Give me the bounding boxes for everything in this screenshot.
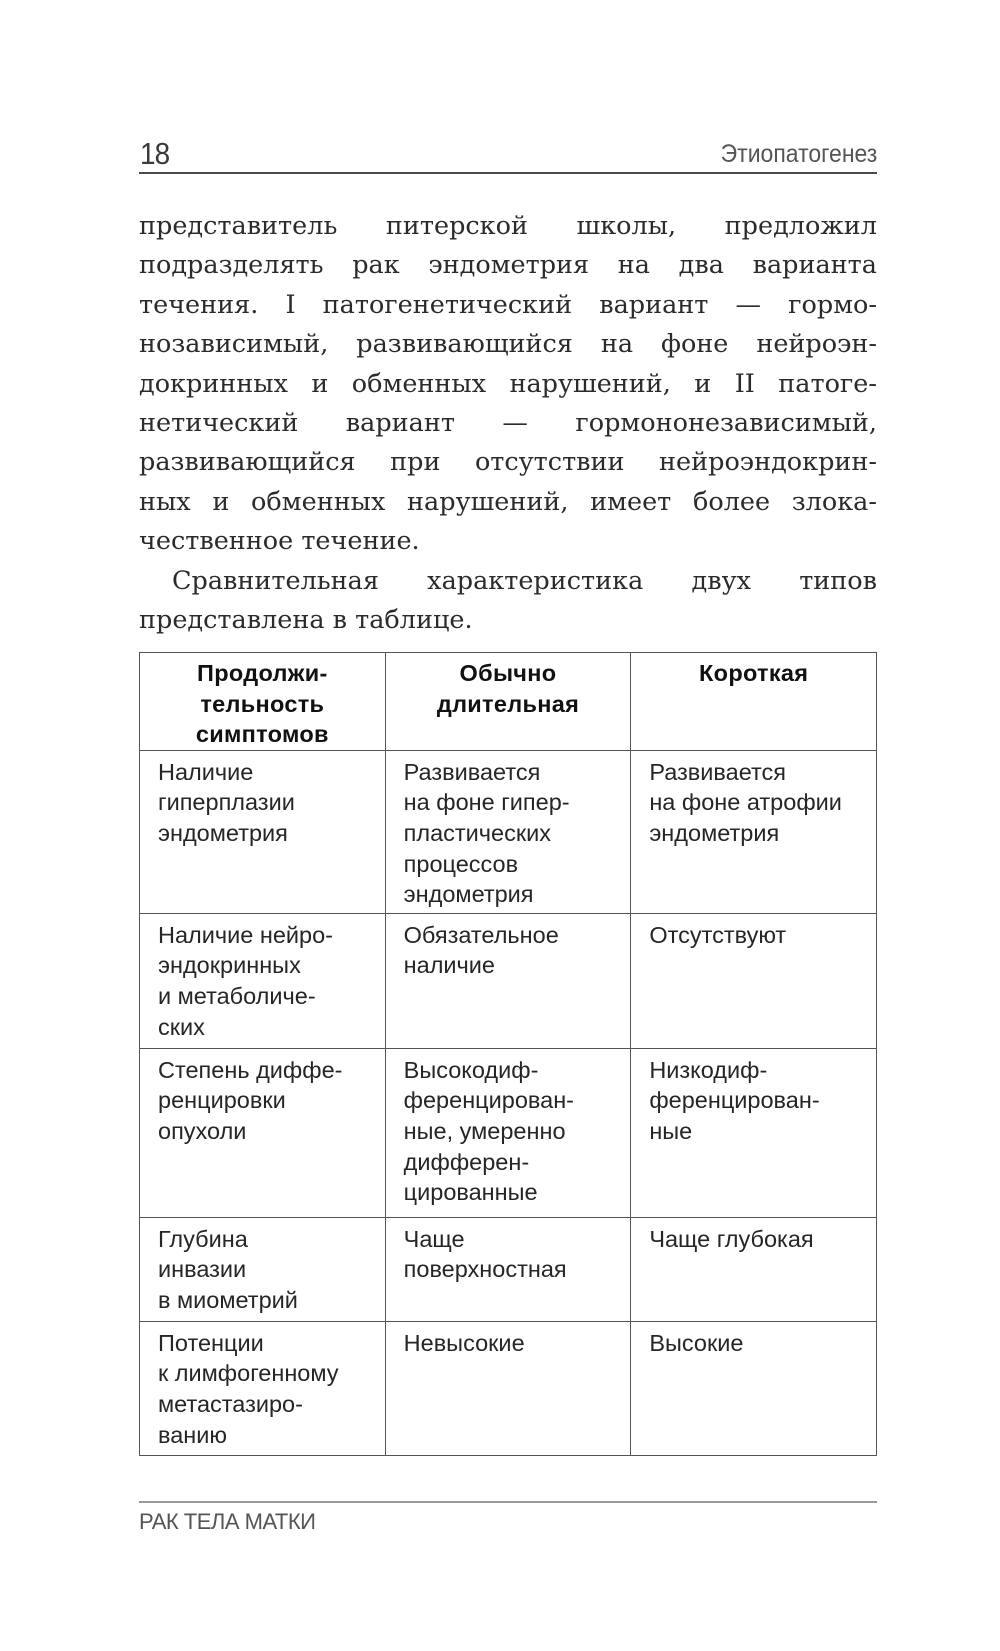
cell-text-line: Развивается [649, 758, 786, 785]
text-line: нозависимый, развивающийся на фоне нейроэн- [139, 329, 877, 360]
comparison-table [139, 652, 877, 1456]
table-cell [385, 750, 631, 913]
header-cell [140, 653, 386, 751]
cell-text-line: ренцировки [158, 1087, 286, 1114]
text-line: подразделять рак эндометрия на два варианта [139, 250, 877, 281]
table-cell [631, 1217, 877, 1321]
table-cell [140, 913, 386, 1048]
cell-text-line: Высокодиф- [403, 1056, 539, 1083]
running-head [139, 136, 877, 174]
text-line: докринных и обменных нарушений, и II патоге- [139, 368, 877, 399]
cell-text-line: симптомов [195, 721, 329, 748]
table-cell [385, 1217, 631, 1321]
cell-text-line: инвазии [158, 1256, 247, 1283]
cell-text-line: на фоне гипер- [403, 789, 570, 816]
cell-text-line: Невысокие [403, 1329, 525, 1356]
table-row [140, 1048, 877, 1217]
table-cell [140, 750, 386, 913]
table-cell [385, 1321, 631, 1455]
cell-text-line: ванию [158, 1421, 228, 1448]
book-title: РАК ТЕЛА МАТКИ [139, 1509, 316, 1534]
table-cell [385, 1048, 631, 1217]
cell-text-line: Высокие [649, 1329, 744, 1356]
cell-text-line: ференцирован- [649, 1087, 820, 1114]
cell-text-line: ференцирован- [403, 1087, 574, 1114]
page-number: 18 [140, 136, 170, 171]
table-cell [140, 1048, 386, 1217]
cell-text-line: эндокринных [158, 952, 301, 979]
paragraph-1 [139, 207, 877, 562]
text-line: развивающийся при отсутствии нейроэндокрин- [139, 447, 877, 478]
cell-text-line: Наличие нейро- [158, 921, 333, 948]
table-cell [631, 913, 877, 1048]
running-foot [139, 1501, 877, 1537]
table-cell [140, 1321, 386, 1455]
paragraph-2 [139, 562, 877, 641]
cell-text-line: ные, умеренно [403, 1117, 566, 1144]
cell-text-line: Отсутствуют [649, 921, 787, 948]
table-header-row [140, 653, 877, 751]
cell-text-line: цированные [403, 1179, 538, 1206]
cell-text-line: Короткая [699, 660, 809, 686]
text-line: представитель питерской школы, предложил [139, 211, 877, 241]
header-cell [385, 653, 631, 751]
table-cell [631, 750, 877, 913]
text-line: чественное течение. [139, 526, 420, 557]
text-line: Сравнительная характеристика двух типов [172, 565, 877, 596]
table-cell [631, 1048, 877, 1217]
cell-text-line: эндометрия [158, 819, 288, 846]
cell-text-line: опухоли [158, 1117, 247, 1144]
cell-text-line: и метаболиче- [158, 982, 316, 1009]
cell-text-line: Чаще [403, 1225, 465, 1252]
cell-text-line: Чаще глубокая [649, 1225, 814, 1252]
cell-text-line: Развивается [403, 758, 541, 785]
cell-text-line: Низкодиф- [649, 1056, 768, 1083]
table-row [140, 1321, 877, 1455]
table-cell [631, 1321, 877, 1455]
text-line: представлена в таблице. [139, 604, 473, 635]
section-title: Этиопатогенез [720, 140, 877, 168]
cell-text-line: метастазиро- [158, 1390, 303, 1417]
header-cell [631, 653, 877, 751]
cell-text-line: ные [649, 1117, 693, 1144]
cell-text-line: на фоне атрофии [649, 789, 842, 816]
text-line: ных и обменных нарушений, имеет более злока- [139, 486, 877, 517]
cell-text-line: в миометрий [158, 1286, 298, 1313]
cell-text-line: Глубина [158, 1225, 248, 1252]
cell-text-line: Наличие [158, 758, 254, 785]
cell-text-line: наличие [403, 952, 495, 979]
cell-text-line: гиперплазии [158, 789, 295, 816]
cell-text-line: Степень диффе- [158, 1056, 343, 1083]
table-row [140, 913, 877, 1048]
cell-text-line: поверхностная [403, 1256, 567, 1283]
cell-text-line: к лимфогенному [158, 1360, 339, 1387]
cell-text-line: длительная [436, 690, 580, 717]
table-row [140, 750, 877, 913]
table-cell [140, 1217, 386, 1321]
cell-text-line: Обычно [459, 660, 557, 686]
cell-text-line: Потенции [158, 1329, 264, 1356]
text-line: течения. I патогенетический вариант — гормо- [139, 289, 877, 320]
cell-text-line: ских [158, 1013, 205, 1040]
text-line: нетический вариант — гормононезависимый, [139, 407, 877, 438]
cell-text-line: пластических [403, 819, 552, 846]
cell-text-line: дифферен- [403, 1148, 530, 1175]
cell-text-line: процессов [403, 850, 519, 877]
cell-text-line: тельность [200, 690, 325, 717]
cell-text-line: Обязательное [403, 921, 559, 948]
table-row [140, 1217, 877, 1321]
body-text [139, 207, 877, 640]
cell-text-line: эндометрия [649, 819, 780, 846]
cell-text-line: эндометрия [403, 881, 534, 908]
table-cell [385, 913, 631, 1048]
cell-text-line: Продолжи- [197, 660, 328, 686]
